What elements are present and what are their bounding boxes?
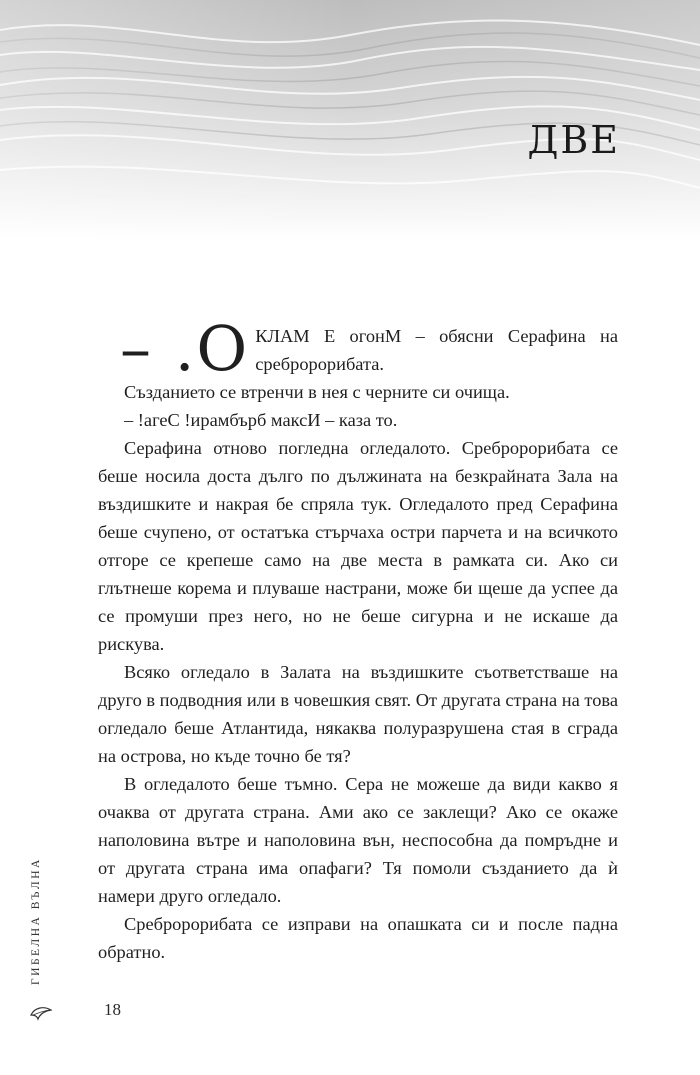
body-text <box>98 312 618 966</box>
drop-cap: – .О <box>120 312 250 385</box>
first-paragraph <box>98 312 618 385</box>
first-paragraph-text: КЛАМ Е огонМ – обясни Серафина на сребророрибата. <box>255 326 618 374</box>
paragraph: Серафина отново погледна огледалото. Сребророрибата се беше носила доста дълго по дължината на безкрайната Зала на въздишките и накрая бе спряла тук. Огледалото пред Серафина беше счупено, от остатъка стърчаха остри парчета и на всичкото отгоре се крепеше само на две места в рамката си. Ако си глътнеше корема и плуваше настрани, може би щеше да успее да се промуши през него, но не беше сигурна и не искаше да рискува. <box>98 438 618 654</box>
leaf-ornament-icon <box>30 1005 52 1021</box>
running-head-book-title: ГИБЕЛНА ВЪЛНА <box>30 857 42 985</box>
paragraph: Сребророрибата се изправи на опашката си и после падна обратно. <box>98 914 618 962</box>
paragraph: Всяко огледало в Залата на въздишките съответстваше на друго в подводния или в човешкия свят. От другата страна на това огледало беше Атлантида, някаква полуразрушена стая в сграда на острова, но къде точно бе тя? <box>98 662 618 766</box>
chapter-title: ДВЕ <box>527 118 620 162</box>
page-number: 18 <box>104 1000 121 1019</box>
chapter-header-wave-art <box>0 0 700 240</box>
paragraph: Създанието се втренчи в нея с черните си очища. <box>124 382 510 402</box>
paragraph: В огледалото беше тъмно. Сера не можеше да види какво я очаква от другата страна. Ами ако се заклещи? Ако се окаже наполовина вътре и наполовина вън, неспособна да помръдне и от другата страна има опафаги? Тя помоли създанието да ѝ намери друго огледало. <box>98 774 618 906</box>
paragraph: – !агеС !ирамбърб максИ – каза то. <box>124 410 398 430</box>
